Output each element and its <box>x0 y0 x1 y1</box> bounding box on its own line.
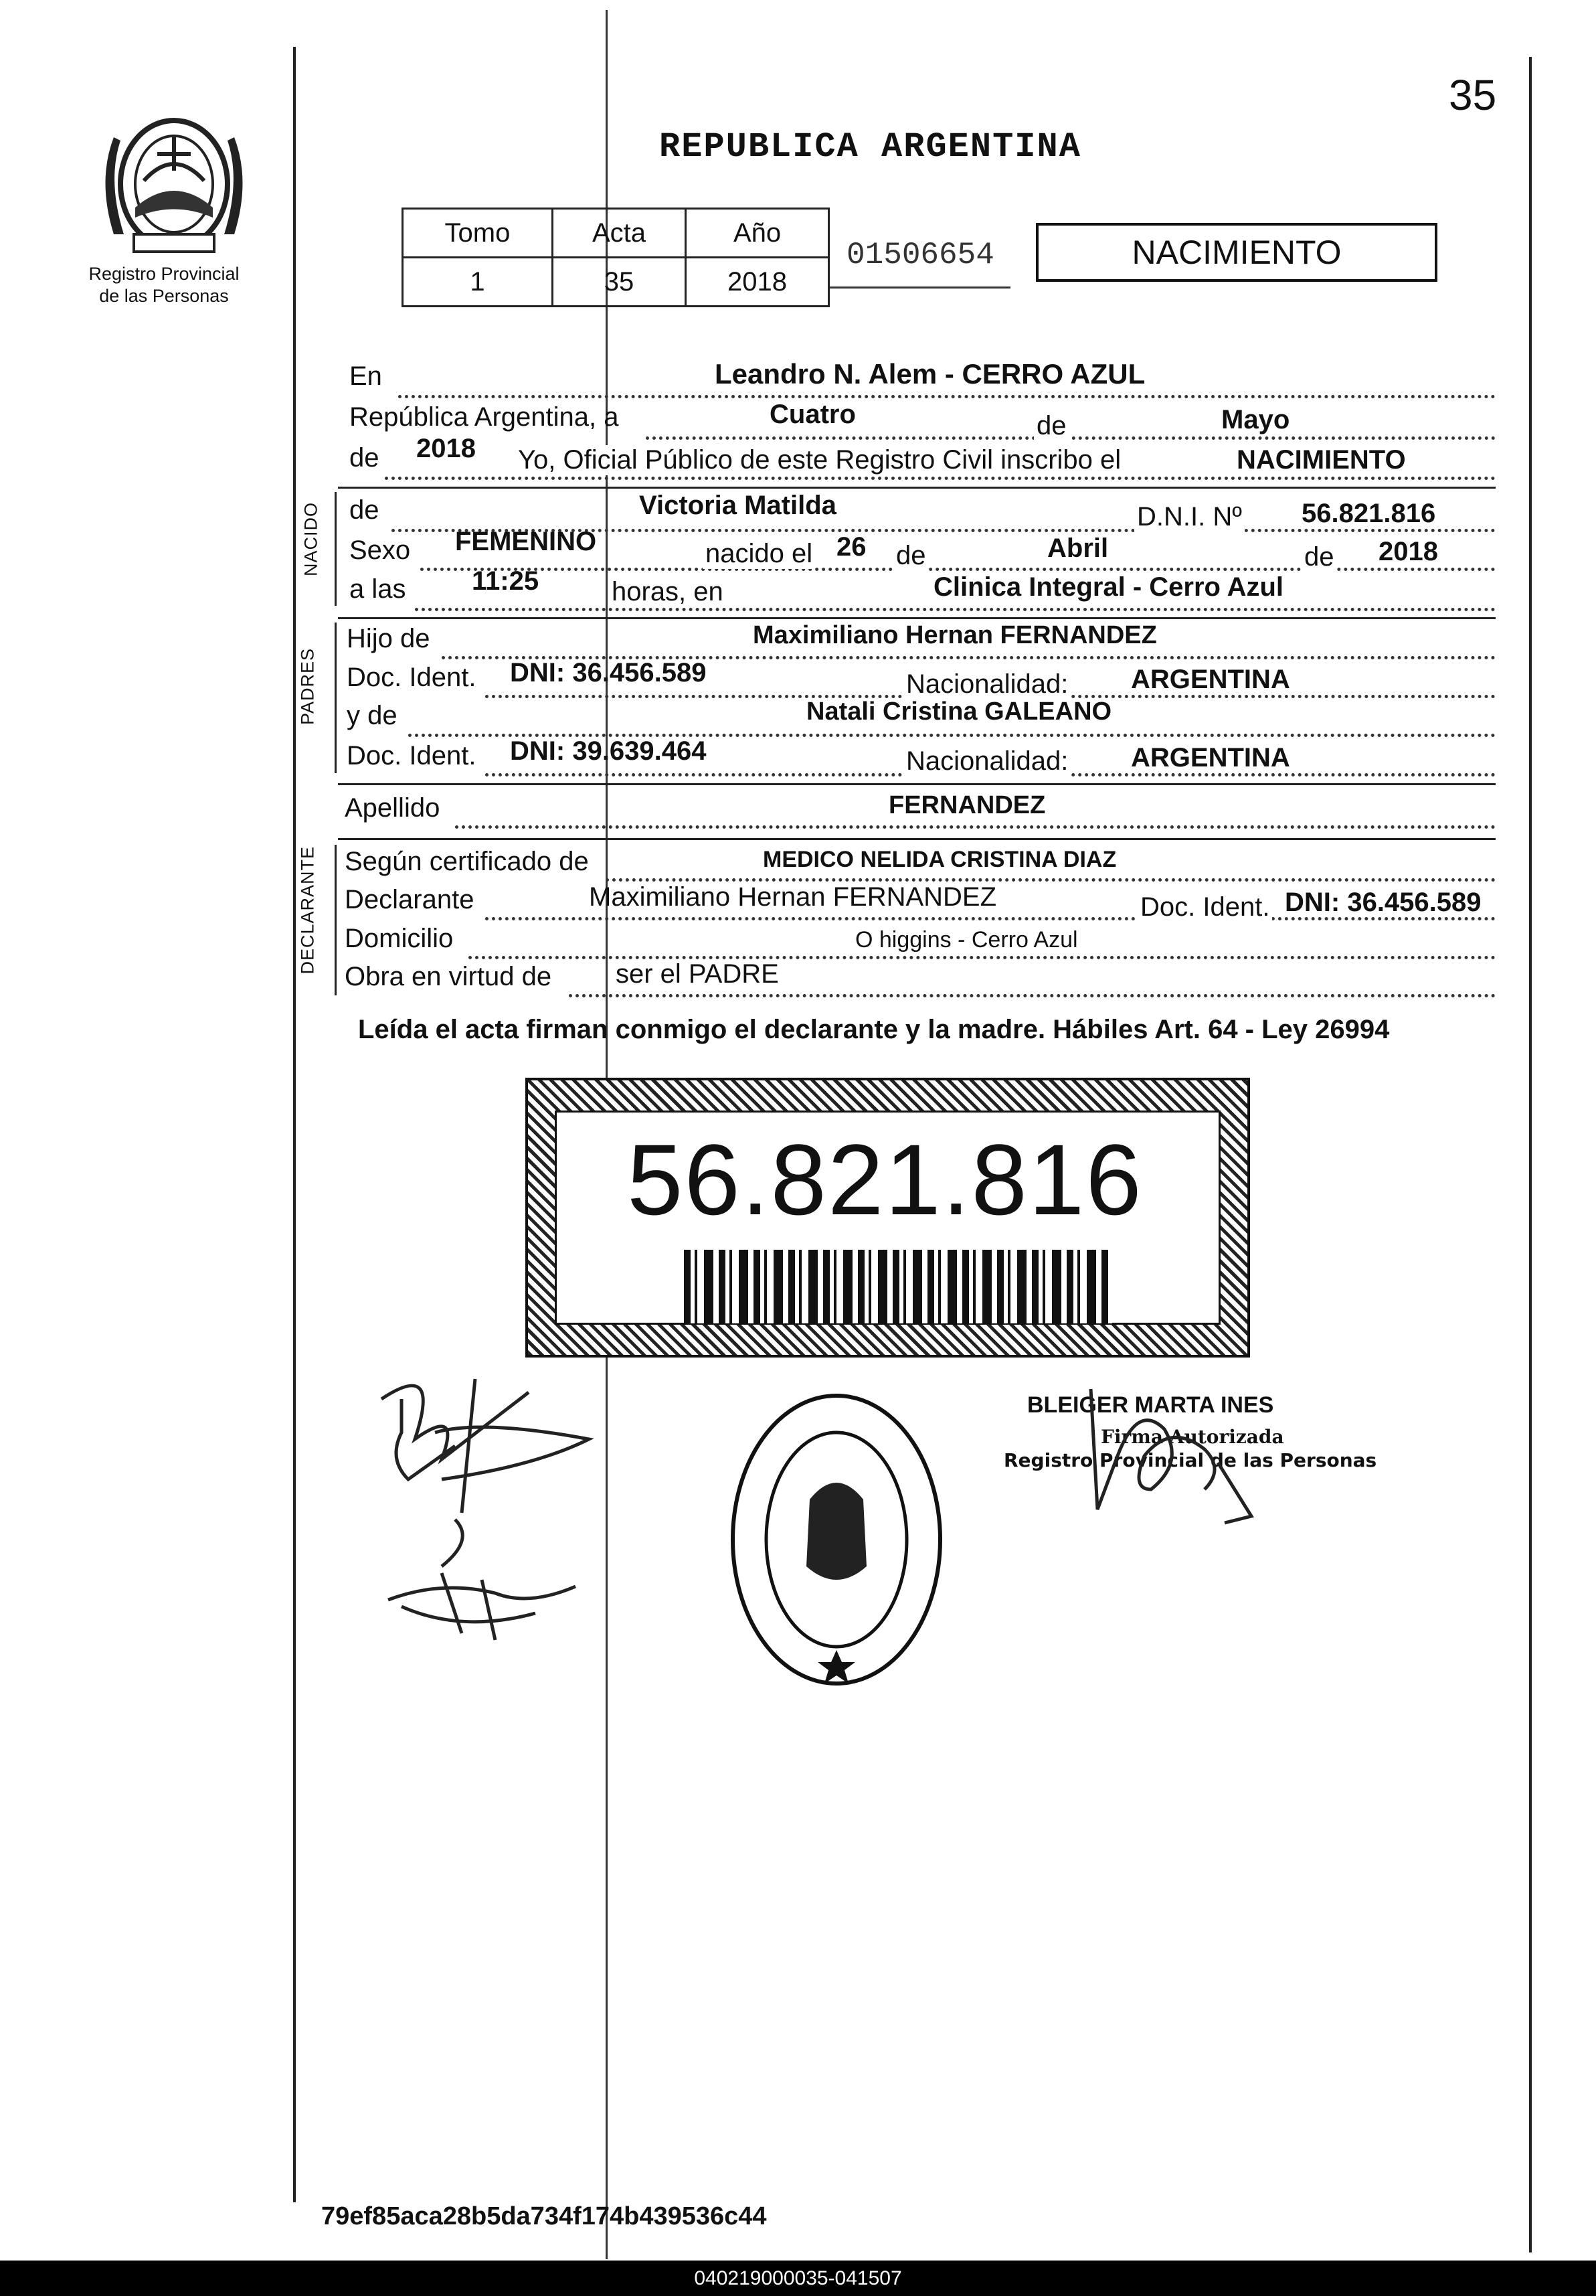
official-stamp <box>723 1386 950 1700</box>
declarante-section-label: DECLARANTE <box>297 845 318 975</box>
newborn-dni: 56.821.816 <box>1302 499 1436 528</box>
sexo-label: Sexo <box>349 536 411 565</box>
domicilio-value: O higgins - Cerro Azul <box>855 927 1078 953</box>
yo-text: Yo, Oficial Público de este Registro Civil inscribo el <box>514 445 1125 475</box>
footer-code: 040219000035-041507 <box>694 2267 902 2289</box>
official-office: Registro Provincial de las Personas <box>1004 1449 1377 1471</box>
tomo-header: Tomo <box>403 209 553 258</box>
dni-barcode-label <box>525 1078 1250 1358</box>
barcode-bars <box>684 1250 1112 1323</box>
registered-event-value: NACIMIENTO <box>1237 445 1406 475</box>
page-number: 35 <box>1449 71 1497 119</box>
apellido-value: FERNANDEZ <box>889 791 1046 819</box>
declarante-dni: DNI: 36.456.589 <box>1285 888 1482 917</box>
apellido-dots <box>455 825 1496 829</box>
nacido-de-label: de <box>349 495 379 525</box>
official-name: BLEIGER MARTA INES <box>1027 1392 1274 1418</box>
hijo-de-label: Hijo de <box>347 624 430 653</box>
father-nationality-label: Nacionalidad: <box>903 669 1071 700</box>
dni-label: D.N.I. Nº <box>1134 502 1245 532</box>
republica-dots <box>646 436 1496 440</box>
year-de-label: de <box>349 443 379 473</box>
document-type-box <box>1036 223 1437 282</box>
horas-en-label: horas, en <box>609 577 726 607</box>
padres-rule <box>338 783 1496 785</box>
serial-number: 01506654 <box>847 238 994 272</box>
month-value: Mayo <box>1221 405 1290 434</box>
left-margin-line <box>293 47 296 2202</box>
closing-text: Leída el acta firman conmigo el declarante y la madre. Hábiles Art. 64 - Ley 26994 <box>358 1015 1390 1044</box>
father-nationality: ARGENTINA <box>1131 665 1290 694</box>
day-word-value: Cuatro <box>770 400 856 429</box>
newborn-name: Victoria Matilda <box>639 491 836 520</box>
registry-stamp-icon <box>723 1386 950 1700</box>
obra-value: ser el PADRE <box>616 959 779 989</box>
serial-underline <box>830 286 1010 289</box>
birth-place-value: Clinica Integral - Cerro Azul <box>934 572 1284 602</box>
province-logo <box>94 100 254 261</box>
nacido-section-label: NACIDO <box>300 502 321 577</box>
en-label: En <box>349 361 382 391</box>
year-dots <box>385 477 1496 480</box>
ano-header: Año <box>686 209 829 258</box>
acta-value: 35 <box>552 258 685 307</box>
acta-header: Acta <box>552 209 685 258</box>
birth-day-value: 26 <box>836 532 867 562</box>
declarante-signature <box>361 1352 616 1673</box>
logo-caption <box>64 263 264 307</box>
tomo-acta-ano-table <box>402 208 830 307</box>
father-doc-label: Doc. Ident. <box>347 663 476 692</box>
domicilio-label: Domicilio <box>345 924 454 953</box>
logo-caption-line2: de las Personas <box>99 286 229 306</box>
birth-time-value: 11:25 <box>472 566 539 596</box>
padres-section-label: PADRES <box>297 647 318 726</box>
mother-name: Natali Cristina GALEANO <box>806 698 1112 726</box>
obra-label: Obra en virtud de <box>345 962 552 991</box>
nacido-rule <box>338 617 1496 619</box>
right-margin-line <box>1529 57 1532 2252</box>
certificado-dots <box>606 878 1496 882</box>
declarante-label: Declarante <box>345 885 474 914</box>
nacido-el-label: nacido el <box>703 539 815 569</box>
father-name: Maximiliano Hernan FERNANDEZ <box>753 621 1157 649</box>
obra-dots <box>569 994 1496 997</box>
mother-nationality-label: Nacionalidad: <box>903 746 1071 776</box>
sexo-value: FEMENINO <box>455 527 597 556</box>
en-dots <box>398 395 1496 398</box>
footer-bar <box>0 2261 1596 2296</box>
declarante-doc-label: Doc. Ident. <box>1138 892 1272 922</box>
official-signature <box>1071 1376 1271 1536</box>
apellido-rule <box>338 838 1496 840</box>
declarante-name: Maximiliano Hernan FERNANDEZ <box>589 882 997 912</box>
time-dots <box>415 608 1496 611</box>
mother-doc-label: Doc. Ident. <box>347 741 476 770</box>
mother-nationality: ARGENTINA <box>1131 743 1290 772</box>
month-de-label: de <box>1034 411 1069 441</box>
declarante-bracket <box>335 845 337 995</box>
ano-value: 2018 <box>686 258 829 307</box>
padres-bracket <box>335 623 337 773</box>
apellido-label: Apellido <box>345 793 440 823</box>
birth-de1-label: de <box>893 541 929 571</box>
y-de-label: y de <box>347 701 397 730</box>
body-rule <box>338 487 1496 489</box>
certificado-label: Según certificado de <box>345 847 589 876</box>
official-role: Firma Autorizada <box>1101 1426 1284 1448</box>
father-dni: DNI: 36.456.589 <box>510 658 707 687</box>
country-title: REPUBLICA ARGENTINA <box>659 127 1081 167</box>
tomo-value: 1 <box>403 258 553 307</box>
birth-year-value: 2018 <box>1379 537 1438 566</box>
document-type: NACIMIENTO <box>1132 234 1342 271</box>
barcode-number: 56.821.816 <box>627 1123 1143 1236</box>
nacido-bracket <box>335 492 337 606</box>
misiones-seal-icon <box>94 100 254 261</box>
birth-de2-label: de <box>1302 542 1337 572</box>
republica-label: República Argentina, a <box>349 402 619 432</box>
a-las-label: a las <box>349 574 406 604</box>
logo-caption-line1: Registro Provincial <box>88 264 240 284</box>
year-value: 2018 <box>416 434 476 463</box>
birth-month-value: Abril <box>1047 534 1109 563</box>
place-value: Leandro N. Alem - CERRO AZUL <box>715 358 1146 390</box>
mother-dni: DNI: 39.639.464 <box>510 736 707 766</box>
certificado-value: MEDICO NELIDA CRISTINA DIAZ <box>763 847 1117 872</box>
document-hash: 79ef85aca28b5da734f174b439536c44 <box>321 2202 767 2230</box>
barcode-inner <box>555 1111 1221 1325</box>
